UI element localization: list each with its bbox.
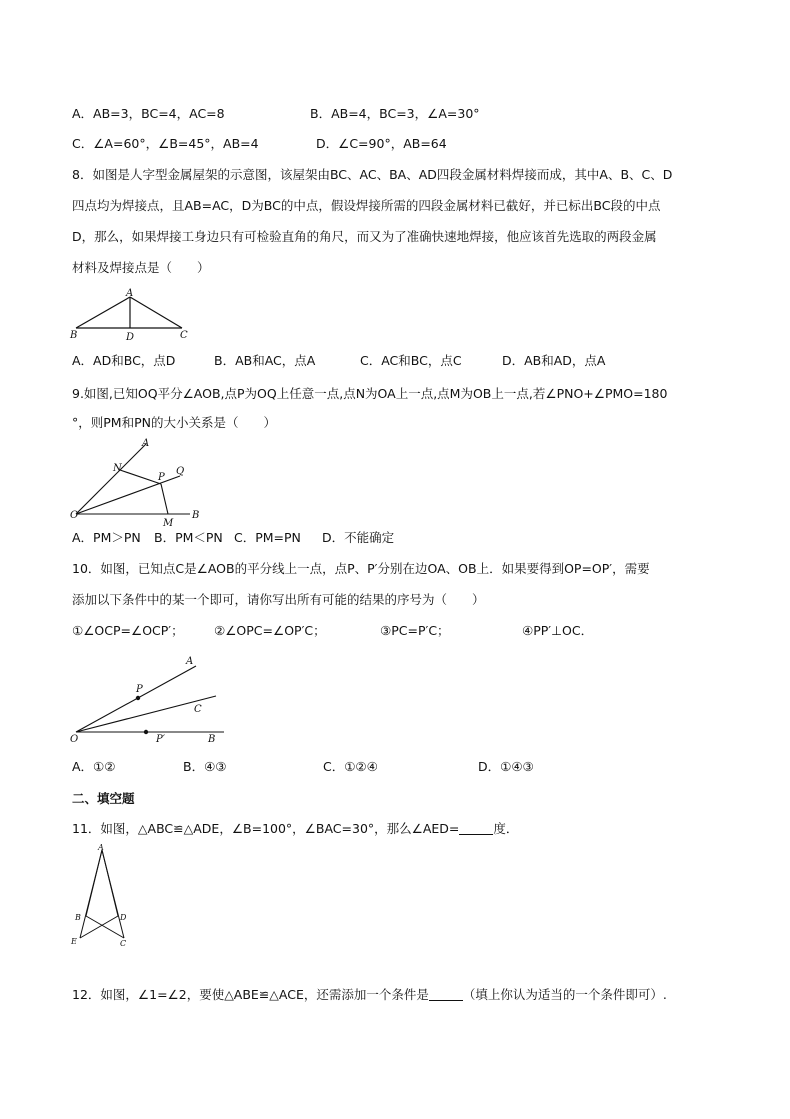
q8-roof-truss-figure — [68, 286, 193, 342]
q10-option-d: D．①④③ — [478, 759, 534, 774]
q12-text-before: 12．如图，∠1=∠2，要使△ABE≌△ACE，还需添加一个条件是 — [72, 987, 429, 1002]
q8-option-c: C．AC和BC，点C — [360, 353, 462, 368]
q8-option-a: A．AD和BC，点D — [72, 353, 176, 368]
q10-option-a: A．①② — [72, 759, 116, 774]
q7-option-d: D．∠C=90°，AB=64 — [316, 136, 447, 151]
q10-label-o: O — [70, 734, 79, 745]
q9-label-a: A — [142, 438, 150, 449]
q8-label-b: B — [70, 330, 78, 341]
q7-option-b: B．AB=4，BC=3，∠A=30° — [310, 106, 480, 121]
q9-label-o: O — [70, 510, 79, 521]
q10-label-p-prime: P′ — [156, 734, 165, 745]
q9-label-q: Q — [176, 466, 185, 477]
q12-answer-blank — [429, 987, 463, 1001]
q11-label-e: E — [71, 937, 77, 946]
q9-option-c: C．PM=PN — [234, 530, 301, 545]
q9-label-b: B — [192, 510, 200, 521]
q11-text-after: 度． — [493, 821, 519, 836]
q10-label-p: P — [136, 684, 143, 695]
q10-condition-4: ④PP′⊥OC． — [522, 623, 594, 638]
q9-label-p: P — [158, 472, 165, 483]
q11-label-b: B — [75, 913, 81, 922]
q7-option-a: A．AB=3，BC=4，AC=8 — [72, 106, 225, 121]
q11-text-before: 11．如图，△ABC≌△ADE，∠B=100°，∠BAC=30°，那么∠AED= — [72, 821, 460, 836]
q10-option-b: B．④③ — [183, 759, 227, 774]
q9-label-m: M — [163, 518, 174, 529]
q8-text-line3: D，那么，如果焊接工身边只有可检验直角的角尺，而又为了准确快速地焊接，他应该首先选取的两段金属 — [72, 229, 657, 244]
q8-label-d: D — [126, 332, 135, 343]
q9-text-line1: 9.如图,已知OQ平分∠AOB,点P为OQ上任意一点,点N为OA上一点,点M为OB上一点,若∠PNO+∠PMO=180 — [72, 386, 668, 401]
q10-label-b: B — [208, 734, 216, 745]
q10-option-c: C．①②④ — [323, 759, 378, 774]
q12-text-after: （填上你认为适当的一个条件即可）. — [462, 987, 667, 1002]
q11-label-a: A — [98, 843, 104, 852]
q9-option-a: A．PM＞PN — [72, 530, 141, 545]
q8-text-line1: 8．如图是人字型金属屋架的示意图，该屋架由BC、AC、BA、AD四段金属材料焊接而成，其中A、B、C、D — [72, 167, 673, 182]
q10-condition-3: ③PC=P′C； — [380, 623, 450, 638]
q11-label-c: C — [120, 939, 127, 948]
q8-text-line4: 材料及焊接点是（ ） — [72, 260, 210, 275]
q9-option-b: B．PM＜PN — [154, 530, 223, 545]
q9-label-n: N — [113, 463, 122, 474]
q10-condition-1: ①∠OCP=∠OCP′； — [72, 623, 184, 638]
q10-condition-2: ②∠OPC=∠OP′C； — [214, 623, 326, 638]
q12-text — [72, 986, 667, 1004]
q10-point-p — [136, 696, 140, 700]
q10-text-line2: 添加以下条件中的某一个即可，请你写出所有可能的结果的序号为（ ） — [72, 592, 485, 607]
q11-label-d: D — [120, 913, 127, 922]
q11-text — [72, 820, 518, 838]
q11-answer-blank — [459, 821, 493, 835]
q10-point-p-prime — [144, 730, 148, 734]
q9-angle-bisector-figure — [68, 436, 208, 528]
q9-option-d: D．不能确定 — [322, 530, 395, 545]
q8-text-line2: 四点均为焊接点，且AB=AC，D为BC的中点，假设焊接所需的四段金属材料已截好，并已标出BC段的中点 — [72, 198, 661, 213]
q10-angle-figure — [68, 652, 234, 748]
q7-option-c: C．∠A=60°，∠B=45°，AB=4 — [72, 136, 259, 151]
q10-label-a: A — [186, 656, 194, 667]
q10-label-c: C — [194, 704, 202, 715]
q10-text-line1: 10．如图，已知点C是∠AOB的平分线上一点，点P、P′分别在边OA、OB上．如果要得到OP=OP′，需要 — [72, 561, 650, 576]
section-title: 二、填空题 — [72, 791, 135, 806]
q8-option-d: D．AB和AD，点A — [502, 353, 606, 368]
q8-label-c: C — [180, 330, 188, 341]
q9-text-line2: °，则PM和PN的大小关系是（ ） — [72, 415, 276, 430]
q8-label-a: A — [126, 288, 134, 299]
q8-option-b: B．AB和AC，点A — [214, 353, 316, 368]
q11-congruent-triangles-figure — [66, 842, 136, 950]
